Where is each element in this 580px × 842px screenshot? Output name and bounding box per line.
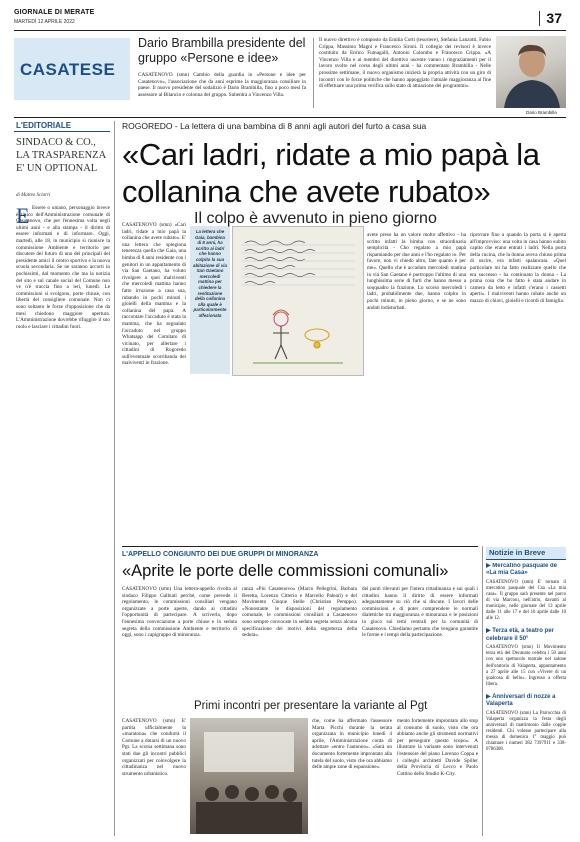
brief-title — [486, 694, 566, 709]
issue-date: MARTEDÌ 12 APRILE 2022 — [14, 19, 75, 25]
brief-text: CASATENOVO (smn) Il Movimento terza età del Decanato celebra i 50 anni con uno spettacolo teatrale nel salone dell'oratorio di Valaperta, appuntamento a 27 aprile alle 15 con «Vivere di un qualcosa di bello». Ingresso a offerta libera. — [486, 645, 566, 687]
letter-photo — [232, 226, 364, 376]
top-story-text-left: CASATENOVO (smn) Cambio della guardia in «Persone e idee per Casatenovo», l'associazione che da anni esprime la maggioranza consiliare in paese. Il nuovo presidente del sodalizio è Dario Brambilla, fino a poco mesi fa assessore al Bilancio e colonna del gruppo. Subentra a Vincenzo Villa. — [138, 72, 306, 98]
letter-photo-caption: La lettera che Gaia, bambina di 8 anni, ha scritto ai ladri che hanno colpito la sua abitazione di via San Gaetano mercoledì mattina per chiedere la restituzione della collanina alla quale è particolarmente affezionata — [193, 229, 227, 318]
brief-text: CASATENOVO (smn) E' tornato il mercatino pasquale del Csa «La mia casa». Il gruppo sarà presente nel parco di via Marconi, nell'atrio, davanti al municipio, nelle giornate del 13 aprile dalle 11 alle 17 e del 16 aprile dalle 10 alle 12. — [486, 579, 566, 622]
brambilla-photo — [496, 36, 566, 108]
editorial-dropcap: E — [16, 203, 30, 228]
editorial-title: SINDACO & CO., LA TRASPARENZA E' UN OPTIONAL — [16, 137, 106, 174]
main-story-col2: avete preso ha un valore molto affettivo - ha scritto infatti la bimba con straordinaria semplicità - Cho regalato a mio papà rispamiando per due anni e l'ho regalato io. Per favore, non vi chiedo altro, fate quanto è per me». Quello che è accaduto mercoledì mattina in via San Gaetano è purtroppo l'ultimo di una lunghissima serie di furti che hanno messo a soqquadro la frazione. Lo scorso mercoledì i ladri, probabilmente due, hanno colpito in pochi minuti, in pieno giorno, e se ne sono andati indisturbati. — [367, 232, 466, 311]
brief-item — [486, 694, 566, 753]
editorial-divider — [114, 121, 115, 836]
letter-photo-caption-box — [190, 226, 230, 374]
appeal-col1: CASATENOVO (smn) Una lettera-appello rivolta al sindaco Filippo Galbiati perché, come prevede il regolamento, le commissioni consiliari vengano organizzate a porte aperte, dando ai cittadini l'opportunità di partecipare. A scriverla, dopo l'ennesima convocazione a porte chiuse e in seduta segreta della commissione Ambiente e territorio di oggi, sono i capigruppo di minoranza. — [122, 586, 237, 639]
variant-col2: che, come ha affermato l'assessore Marta Picchi durante la serata organizzata in municipio lunedì 4 aprile, l'Amministrazione conta di adottare «entro l'autunno». «Sarà un documento fortemente improntato alla tutela del suolo, visto che ora abbiamo delle ampie zone di espansione». — [312, 718, 392, 771]
top-story-text-right: Il nuovo direttivo è composto da Emilia Corti (tesoriere), Stefania Lanzotti, Fabio Crippa, Massimo Magni e Francesco Sironi. Il collegio dei revisori è invece costituito da Enrico Fumagalli, Antonio Colombo e Francesco Crippa. «A Vincenzo Villa e ai membri del direttivo uscente vanno i ringraziamenti per il lavoro svolto nel corso degli ultimi anni - ha commentato Brambilla - Nelle prossime settimane, il nuovo organismo inizierà la propria attività con un giro di incontri con le forze politiche che hanno appoggiato l'attuale maggioranza al fine di effettuare una prima verifica sullo stato di attuazione dei programmi». — [319, 37, 491, 90]
editorial-kicker-rule — [14, 131, 110, 132]
brief-item — [486, 563, 566, 622]
brief-title-text: Anniversari di nozze a Valaperta — [486, 693, 556, 708]
page-number: 37 — [546, 10, 562, 26]
brief-item — [486, 628, 566, 687]
main-story-col3: riprovare fino a quando la porta si è aperta all'improvviso: una volta in casa hanno subito capito che erano entrati i ladri. Nella porta della cucina, che la donna aveva chiuso prima di uscire, era infatti spalancata. «Quel particolare mi ha fatto realizzare quello che era successo - ha continuato la donna - La prima cosa che ho fatto è stata andare in camera da letto e infatti c'erano i cassetti aperti». I malviventi hanno rubato anche un mazzo di chiavi, gioielli e ricordi di famiglia. — [470, 232, 566, 304]
briefs-header-label: Notizie in Breve — [489, 548, 546, 557]
top-story-title: Dario Brambilla presidente del gruppo «Persone e idee» — [138, 36, 306, 65]
portrait-icon — [496, 36, 566, 108]
brief-title-text: Mercatino pasquale de «La mia Casa» — [486, 563, 557, 577]
appeal-col3: dei punti rilevanti per l'intera cittadinanza e sui quali i cittadini hanno il diritto di essere informati adeguatamente su ciò che si discute. I lavori delle commissioni e di poter comprendere le normali dialettiche tra maggioranza e minoranza e le posizioni in gioco sui temi centrali per la comunità di Casatenovo. Chiediamo pertanto che vengano garantite le forme e i tempi della partecipazione. — [362, 586, 478, 639]
masthead-rule — [14, 30, 566, 31]
appeal-col2: ranza «Più Casatenovo» (Marco Pellegrini, Barbara Beretta, Lorenzo Citterio e Marcello Paleari) e del Movimento Cinque Stelle (Christian Pemppo). «Nonostante le disposizioni del regolamento comunale, le commissioni consiliari a Casatenovo sono sempre convocate in seduta segreta senza alcuna specificazione dei motivi della segretezza della seduta». — [242, 586, 357, 639]
main-story-col1: CASATENOVO (smn) «Cari ladri, ridate a mio papà la collanina che avete rubato». E' una lettera che spiegiona tenerezza quella che Gaia, una bimba di 8 anni residente con i genitori in un appartamento di via San Gaetano, ha voluto rivolgere a quei malviventi che mercoledì mattina hanno fatto irruzione a casa sua, rubando in pochi minuti i gioielli della mamma e la collanina del papà. A raccontare l'accaduto è stata la mamma, che ha segnalato l'accaduto nel gruppo Whatsapp del Comitato di vicinato, per allertare i cittadini di Rogoredo sull'eventuale scorribanda dei malviventi in frazione. — [122, 222, 186, 367]
masthead — [14, 8, 566, 30]
brief-title — [486, 628, 566, 643]
main-story-kicker: ROGOREDO - La lettera di una bambina di 8 anni agli autori del furto a casa sua — [122, 121, 427, 131]
page-number-rule — [539, 11, 540, 26]
brief-title-text: Terza età, a teatro per celebrare il 50° — [486, 628, 554, 642]
variant-col1: CASATENOVO (smn) E' partita ufficialmente la «maratona» che condurrà il Comune a dotarsi di un nuovo Pgt. La scorsa settimana sono stati due gli incontri pubblici organizzati per coinvolgere la cittadinanza nel nuovo strumento urbanistico. — [122, 718, 186, 777]
editorial-text: Essere o umano, personaggio invece è tipico dell'Amministrazione comunale di Casatenovo, che per l'ennesima volta negli ultimi anni - e alla stampa - il diritto di essere informati e di informare. Oggi, martedì, alle 18, in municipio si riunisce la commissione Ambiente e territorio per discutere del futuro di uno dei principali del presidente amici il centro sportivo e la nuova scuola secondaria. Se ne saranno accorti in pochissimi, dal momento che ma la notizia del sito e sul canale social del Comune non ve n'è traccia fino a ieri, lunedì. Le commissioni si svolgono, porte chiuse, con libertà del consigliere comunale. Non ci sono soltanto le forze d'opposizione che da mesi chiedono maggiore apertura. L'Amministrazione dovrebbe rifuggire il suo ruolo e lasciare i cittadini fuori. — [16, 205, 110, 330]
variant-col3: mento fortemente improntato allo stop al consumo di suolo, visto che ora abbiamo anche gli strumenti normativi per perseguire questo scopo». A illustrare la variante sono intervenuti l'estensore del piano Lorenzo Coppa e i colleghi architetti Davide Spiller della Provincia di Lecco e Paolo Cottino dello Studio K-City. — [397, 718, 478, 777]
editorial-kicker: L'EDITORIALE — [16, 121, 72, 130]
play-triangle-icon: ▶ — [486, 628, 493, 635]
section-tag — [14, 38, 130, 100]
handwritten-letter-icon — [233, 227, 363, 375]
top-story-rule — [14, 117, 566, 118]
meeting-photo-icon — [190, 718, 308, 834]
main-story-rule — [122, 546, 478, 547]
paper-name: GIORNALE DI MERATE — [14, 9, 95, 16]
variant-headline: Primi incontri per presentare la variante al Pgt — [194, 700, 478, 712]
main-story-headline: «Cari ladri, ridate a mio papà la collanina che avete rubato» — [122, 137, 540, 209]
editorial-byline: di Matteo Sciarri — [16, 193, 51, 198]
section-name: CASATESE — [20, 60, 116, 79]
brief-text: CASATENOVO (smn) La Parrocchia di Valaperta organizza la festa degli anniversari di matrimonio dalle coppie residenti. Chi volesse partecipare alla messa di domenica 1° maggio può chiamare i numeri 382 7397911 e 338-0786308. — [486, 710, 566, 753]
brief-title — [486, 563, 566, 578]
briefs-header — [486, 547, 566, 560]
main-story-subhead: Il colpo è avvenuto in pieno giorno — [194, 210, 437, 227]
appeal-kicker: L'APPELLO CONGIUNTO DEI DUE GRUPPI DI MINORANZA — [122, 551, 319, 558]
play-triangle-icon: ▶ — [486, 563, 493, 569]
brambilla-photo-caption: Dario Brambilla — [526, 110, 557, 115]
variant-photo — [190, 718, 308, 834]
appeal-headline: «Aprite le porte delle commissioni comunali» — [122, 562, 449, 580]
briefs-list — [486, 563, 566, 835]
play-triangle-icon: ▶ — [486, 693, 493, 700]
briefs-divider — [482, 546, 483, 836]
top-story-divider — [313, 38, 314, 108]
